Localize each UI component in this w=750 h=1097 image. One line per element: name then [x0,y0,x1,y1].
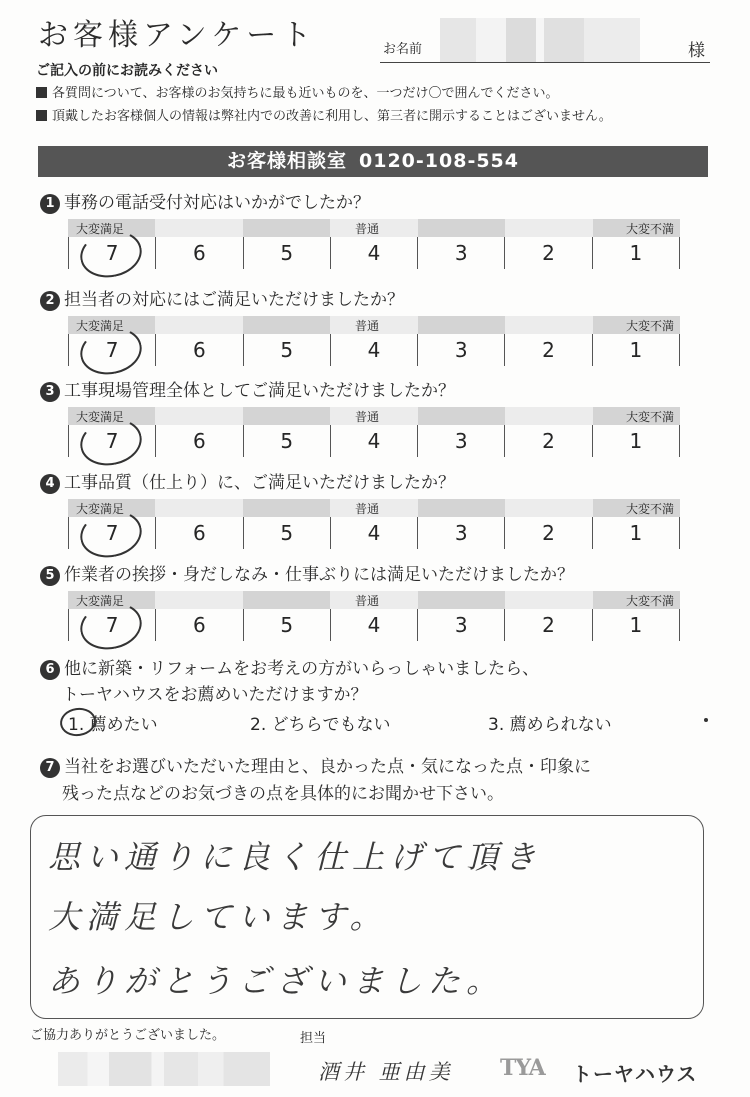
scale-label-low: 大変不満 [625,410,674,424]
question-number-icon: 5 [40,566,60,586]
rating-scale [68,591,680,643]
rating-option-2[interactable]: 2 [505,237,592,269]
option-not-recommend[interactable]: 3. 薦められない [488,715,612,735]
rating-option-7[interactable]: 7 [69,237,156,269]
scale-band-segment [155,499,242,517]
rating-options [68,334,680,366]
scale-band-segment [418,591,505,609]
name-label: お名前 [383,42,423,57]
rating-option-1[interactable]: 1 [593,517,680,549]
scale-label-mid: 普通 [355,410,380,424]
square-bullet-icon [36,87,47,98]
scale-band-segment [505,316,592,334]
rating-options [68,517,680,549]
question-7-line2: 残った点などのお気づきの点を具体的にお聞かせ下さい。 [62,784,504,804]
name-suffix: 様 [688,41,705,61]
scale-band-segment [155,591,242,609]
rating-option-2[interactable]: 2 [505,425,592,457]
scale-band-segment [243,316,330,334]
rating-option-5[interactable]: 5 [244,517,331,549]
scale-label-mid: 普通 [355,222,380,236]
rating-option-6[interactable]: 6 [156,517,243,549]
company-logo: TYA [500,1055,545,1081]
question-7: 7 当社をお選びいただいた理由と、良かった点・気になった点・印象に [40,752,591,778]
scale-label-low: 大変不満 [625,222,674,236]
scale-label-low: 大変不満 [625,594,674,608]
rating-option-6[interactable]: 6 [156,237,243,269]
question-3: 3 工事現場管理全体としてご満足いただけましたか？ [40,376,455,402]
question-number-icon: 6 [40,660,60,680]
rating-option-4[interactable]: 4 [331,517,418,549]
consultation-banner [38,146,708,177]
scale-band-segment [155,407,242,425]
question-2: 2 担当者の対応にはご満足いただけましたか？ [40,285,404,311]
rating-option-4[interactable]: 4 [331,334,418,366]
rating-option-3[interactable]: 3 [418,237,505,269]
comment-line: ありがとうございました。 [48,962,505,1000]
scale-label-low: 大変不満 [625,319,674,333]
instructions-heading: ご記入の前にお読みください [36,63,218,79]
option-recommend[interactable]: 1. 薦めたい [68,715,158,735]
rating-option-6[interactable]: 6 [156,334,243,366]
scale-band-segment [243,407,330,425]
scale-band-segment [155,316,242,334]
scale-band-segment [243,591,330,609]
note-item: 頂戴したお客様個人の情報は弊社内での改善に利用し、第三者に開示することはございません。 [36,105,612,124]
rating-option-4[interactable]: 4 [331,609,418,641]
question-5: 5 作業者の挨拶・身だしなみ・仕事ぶりには満足いただけましたか？ [40,560,574,586]
ink-dot [704,718,708,722]
rating-option-2[interactable]: 2 [505,609,592,641]
scale-label-mid: 普通 [355,319,380,333]
option-neutral[interactable]: 2. どちらでもない [250,715,391,735]
survey-title: お客様アンケート [38,18,317,53]
scale-band-segment [505,219,592,237]
comment-line: 大満足しています。 [48,898,388,936]
rating-option-7[interactable]: 7 [69,517,156,549]
rating-option-3[interactable]: 3 [418,517,505,549]
banner-phone: 0120-108-554 [359,150,519,172]
question-number-icon: 3 [40,382,60,402]
scale-band-segment [243,219,330,237]
scale-label-low: 大変不満 [625,502,674,516]
rating-scale [68,219,680,271]
comment-line: 思い通りに良く仕上げて頂き [48,838,543,876]
staff-name: 酒井 亜由美 [318,1060,454,1084]
thanks-message: ご協力ありがとうございました。 [30,1028,226,1043]
rating-option-1[interactable]: 1 [593,334,680,366]
question-number-icon: 1 [40,194,60,214]
scale-label-high: 大変満足 [76,502,125,516]
question-number-icon: 4 [40,474,60,494]
scale-label-mid: 普通 [355,594,380,608]
question-6: 6 他に新築・リフォームをお考えの方がいらっしゃいましたら、 [40,654,539,680]
scale-band-segment [505,591,592,609]
rating-option-1[interactable]: 1 [593,609,680,641]
scale-band-segment [418,407,505,425]
name-underline [380,62,710,63]
rating-option-5[interactable]: 5 [244,609,331,641]
scale-band-segment [418,499,505,517]
rating-option-4[interactable]: 4 [331,237,418,269]
rating-option-5[interactable]: 5 [244,334,331,366]
rating-option-5[interactable]: 5 [244,237,331,269]
rating-option-6[interactable]: 6 [156,609,243,641]
scale-band-segment [418,219,505,237]
question-6-line2: トーヤハウスをお薦めいただけますか？ [62,685,368,705]
rating-option-3[interactable]: 3 [418,609,505,641]
rating-option-6[interactable]: 6 [156,425,243,457]
scale-label-mid: 普通 [355,502,380,516]
question-1: 1 事務の電話受付対応はいかがでしたか？ [40,188,370,214]
rating-option-1[interactable]: 1 [593,425,680,457]
staff-label: 担当 [300,1031,327,1046]
rating-option-7[interactable]: 7 [69,334,156,366]
scale-band-segment [505,499,592,517]
question-number-icon: 2 [40,291,60,311]
scale-band-segment [155,219,242,237]
rating-scale [68,407,680,459]
question-number-icon: 7 [40,758,60,778]
rating-option-7[interactable]: 7 [69,425,156,457]
banner-label: お客様相談室 [227,150,348,172]
scale-label-high: 大変満足 [76,594,125,608]
rating-scale [68,499,680,551]
name-redacted [440,18,640,62]
rating-option-1[interactable]: 1 [593,237,680,269]
scale-label-high: 大変満足 [76,222,125,236]
scale-band-segment [505,407,592,425]
scale-label-high: 大変満足 [76,410,125,424]
scale-band-segment [418,316,505,334]
square-bullet-icon [36,110,47,121]
rating-option-4[interactable]: 4 [331,425,418,457]
rating-options [68,237,680,269]
rating-options [68,425,680,457]
rating-option-3[interactable]: 3 [418,425,505,457]
rating-options [68,609,680,641]
rating-option-7[interactable]: 7 [69,609,156,641]
rating-option-5[interactable]: 5 [244,425,331,457]
company-name: トーヤハウス [572,1062,698,1086]
rating-scale [68,316,680,368]
question-4: 4 工事品質（仕上り）に、ご満足いただけましたか？ [40,468,455,494]
note-item: 各質問について、お客様のお気持ちに最も近いものを、一つだけ〇で囲んでください。 [36,82,558,101]
scale-label-high: 大変満足 [76,319,125,333]
rating-option-2[interactable]: 2 [505,517,592,549]
redacted-area [58,1052,270,1086]
rating-option-3[interactable]: 3 [418,334,505,366]
scale-band-segment [243,499,330,517]
rating-option-2[interactable]: 2 [505,334,592,366]
